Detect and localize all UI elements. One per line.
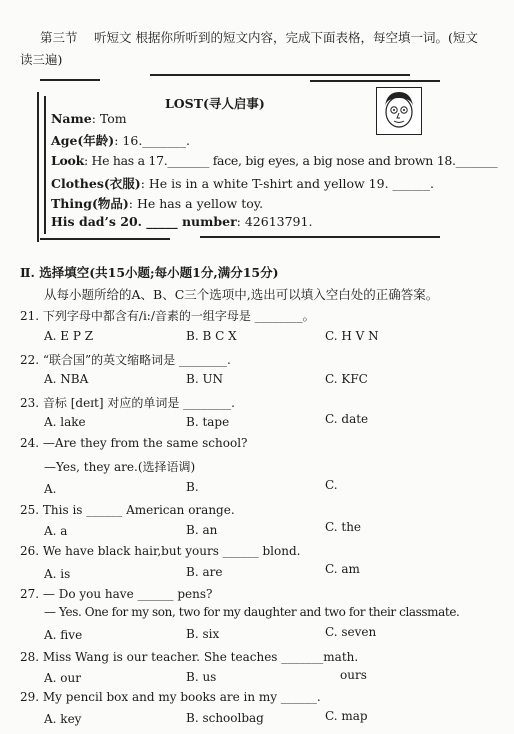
option-a: A. E P Z [44,329,94,343]
question-25: 25. This is ______ American orange. [20,503,235,517]
option-a: A. a [44,524,68,538]
box-top-right-stroke [310,80,440,82]
boy-portrait [376,87,422,135]
option-a: A. key [44,712,82,726]
option-a: A. is [44,567,71,581]
option-c: C. seven [325,625,377,639]
question-24: 24. —Are they from the same school? [20,436,248,450]
box-left-stroke-inner [44,96,46,234]
notice-row-phone: His dad’s 20. _____ number: 42613791. [51,214,313,229]
question-28: 28. Miss Wang is our teacher. She teaches _______math. [20,650,359,664]
option-b: B. an [186,523,218,537]
option-c: C. KFC [325,372,368,386]
section-instruction-line1: 听短文 根据你所听到的短文内容，完成下面表格，每空填一词。(短文 [94,30,478,45]
box-bottom-stroke-right [200,236,440,238]
box-top-stroke [150,74,410,76]
option-b: B. UN [186,372,224,386]
option-c: C. the [325,520,362,534]
option-c: C. map [325,709,368,723]
option-c: C. H V N [325,329,379,343]
option-b: B. us [186,670,217,684]
section-heading: 第三节 [40,30,78,45]
option-c: C. date [325,412,369,426]
option-b: B. six [186,627,220,641]
question-29: 29. My pencil box and my books are in my ______. [20,690,321,704]
notice-title: LOST(寻人启事) [165,96,265,111]
question-24-response: —Yes, they are.(选择语调) [44,460,196,474]
part2-instruction: 从每小题所给的A、B、C三个选项中,选出可以填入空白处的正确答案。 [44,287,439,302]
question-21: 21. 下列字母中都含有/i:/音素的一组字母是 ________。 [20,309,315,323]
question-27: 27. — Do you have ______ pens? [20,587,213,601]
option-c: C. [325,478,338,492]
notice-row-clothes: Clothes(衣服): He is in a white T-shirt and yellow 19. ______. [51,176,434,191]
option-c: ours [340,668,367,682]
question-23: 23. 音标 [deɪt] 对应的单词是 ________. [20,396,235,410]
option-a: A. lake [44,415,86,429]
question-22: 22. “联合国”的英文缩略词是 ________. [20,353,231,367]
option-b: B. B C X [186,329,237,343]
box-bottom-stroke-left [40,238,170,240]
notice-row-name: Name: Tom [51,111,127,126]
notice-row-look: Look: He has a 17._______ face, big eyes, a big nose and brown 18._______ [51,153,498,168]
notice-row-age: Age(年龄): 16._______. [51,133,191,148]
part2-heading: Ⅱ. 选择填空(共15小题;每小题1分,满分15分) [20,265,279,280]
option-c: C. am [325,562,360,576]
option-a: A. five [44,628,83,642]
option-b: B. are [186,565,223,579]
box-left-stroke [37,92,39,242]
question-27-response: — Yes. One for my son, two for my daughter and two for their classmate. [44,605,460,619]
option-b: B. schoolbag [186,711,264,725]
question-26: 26. We have black hair,but yours ______ blond. [20,544,301,558]
section-instruction-line2: 读三遍) [20,52,63,67]
option-b: B. tape [186,415,230,429]
option-a: A. NBA [44,372,89,386]
option-b: B. [186,480,199,494]
notice-row-thing: Thing(物品): He has a yellow toy. [51,196,264,211]
option-a: A. our [44,671,81,685]
box-top-left-stroke [40,79,100,81]
option-a: A. [44,482,57,496]
